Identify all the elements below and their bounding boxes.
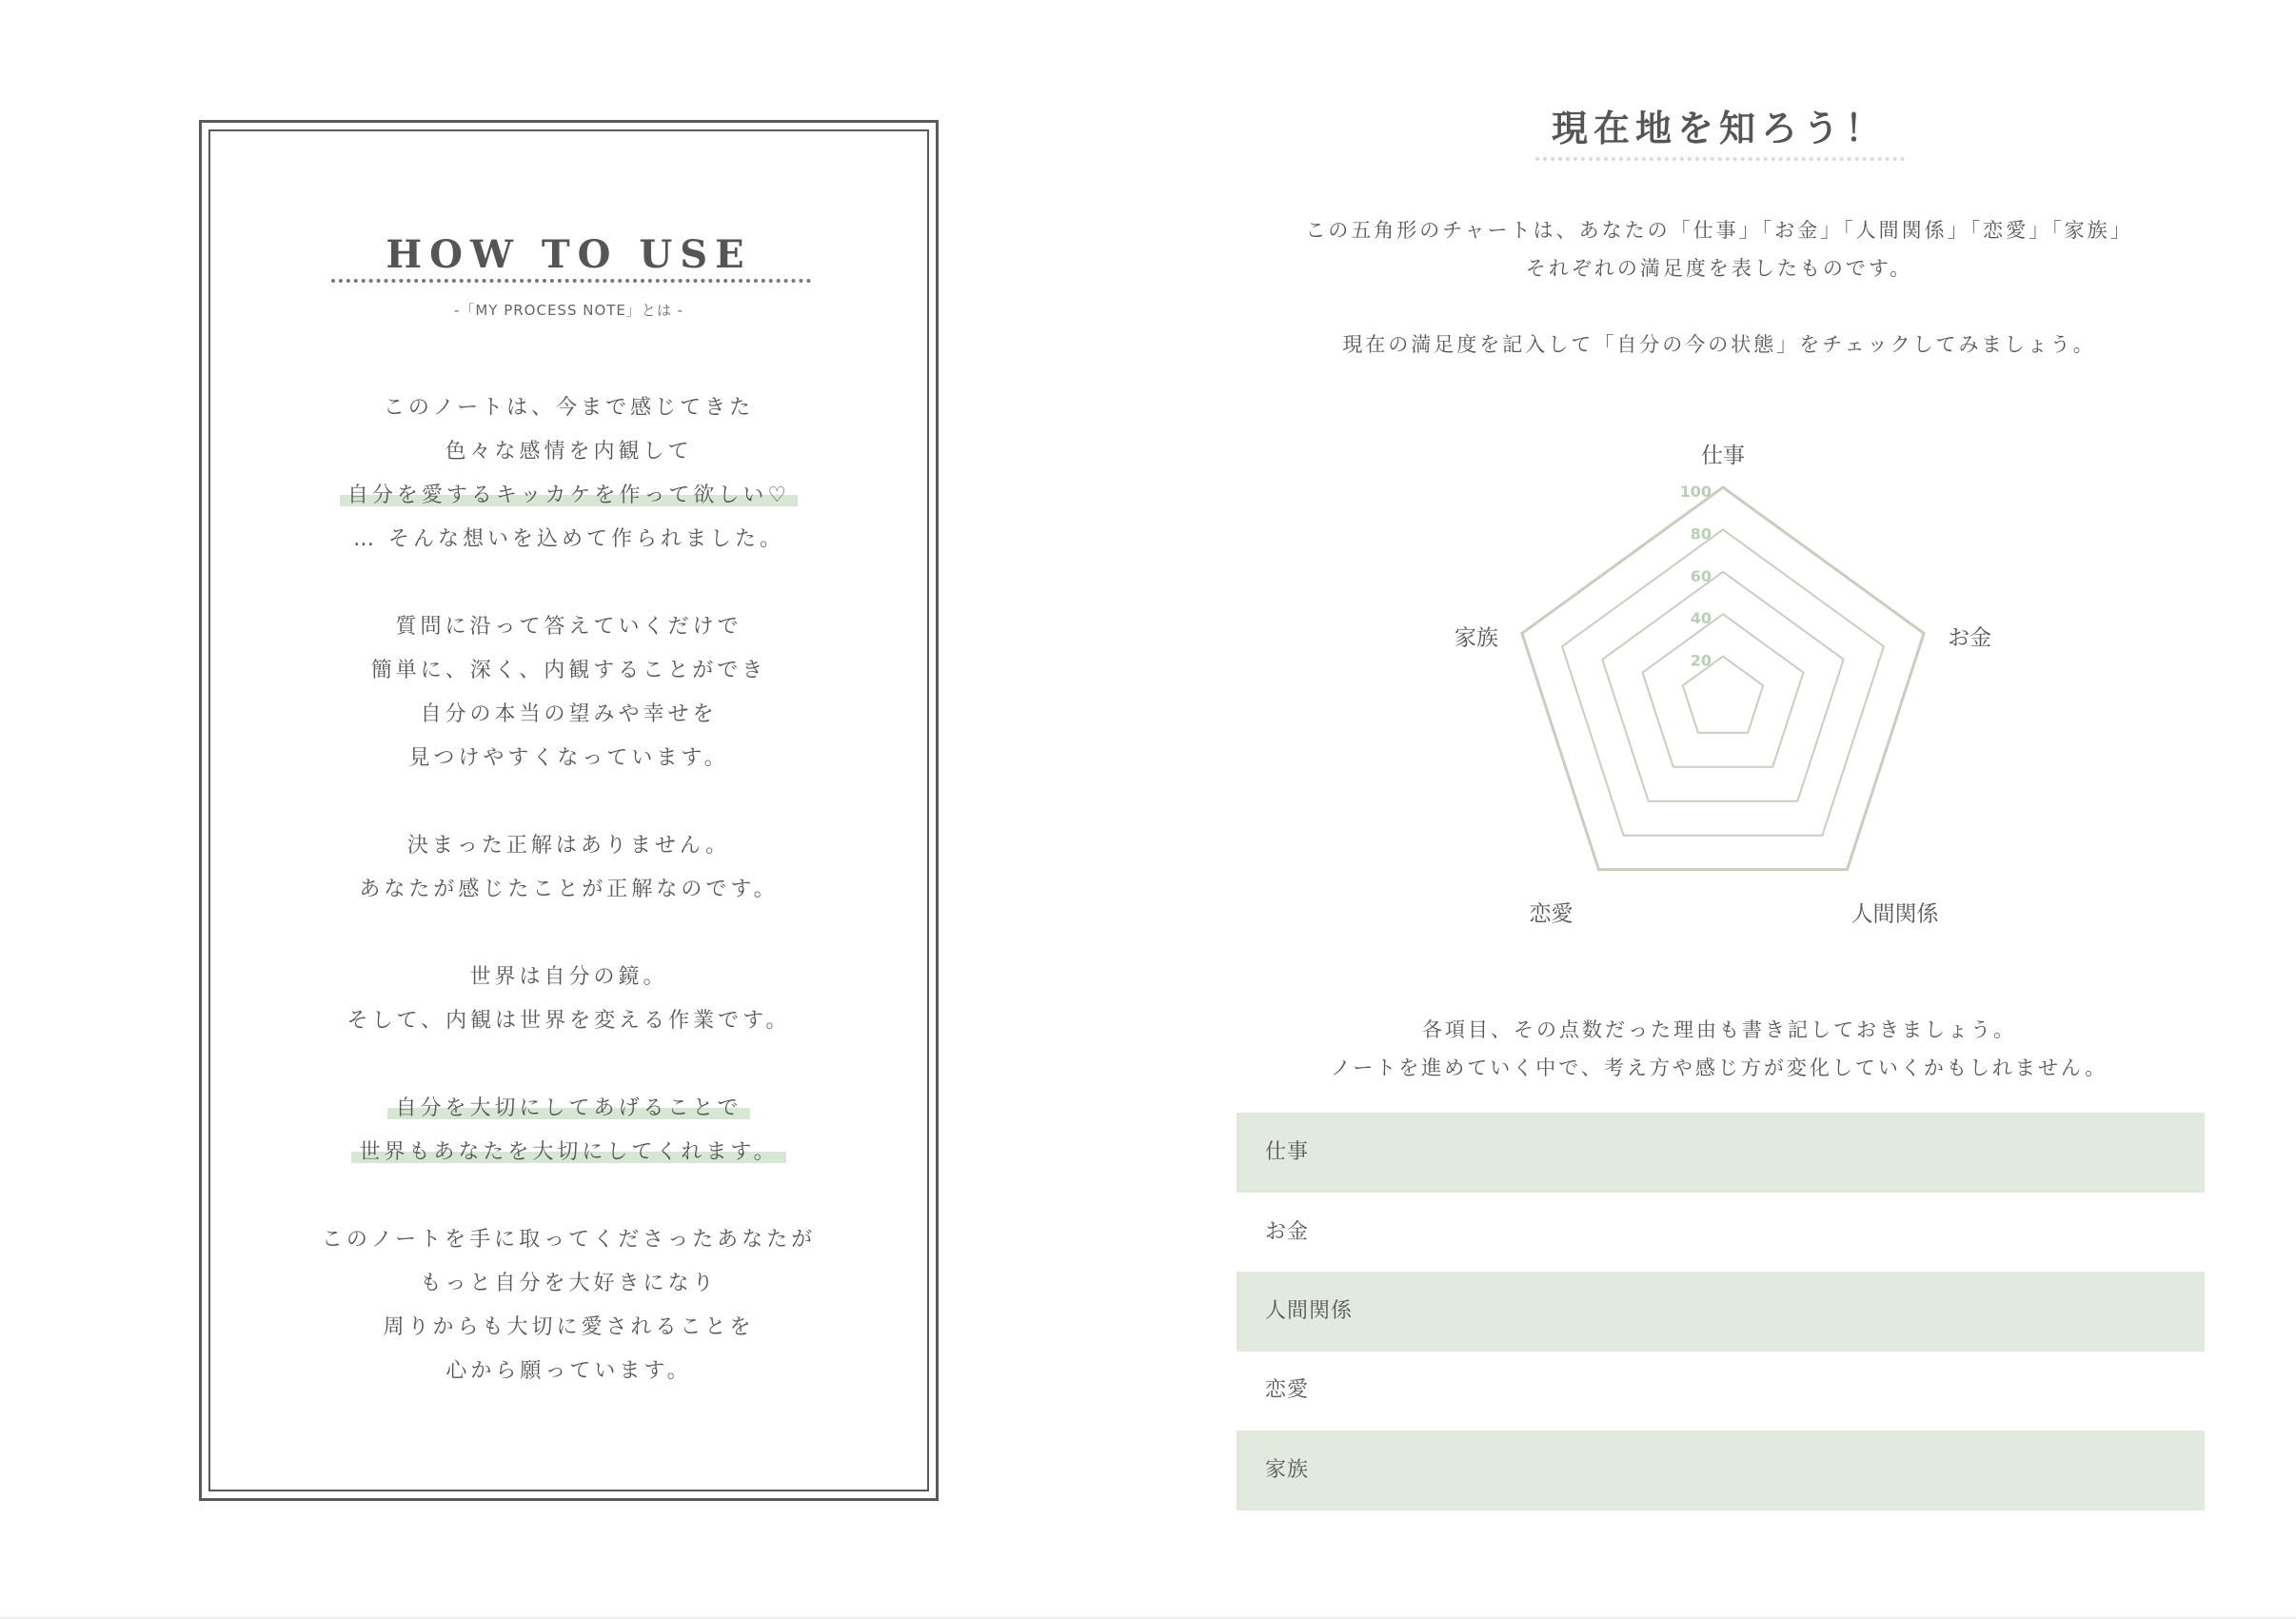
text-line: 決まった正解はありません。 [406, 834, 731, 858]
radar-axis-label: 人間関係 [1851, 901, 1939, 927]
text-line: 簡単に、深く、内観することができ [370, 659, 767, 682]
highlighted-line: 自分を大切にしてあげることで [387, 1096, 749, 1120]
paragraph-2 [199, 605, 939, 780]
radar-tick-label: 20 [1690, 651, 1712, 670]
radar-axis-label: 仕事 [1701, 444, 1745, 468]
highlighted-line: 世界もあなたを大切にしてくれます。 [351, 1140, 785, 1164]
radar-axis-label: 家族 [1454, 625, 1498, 651]
row-family[interactable]: 家族 [1237, 1431, 2205, 1510]
title-dotted-underline [1535, 157, 1905, 161]
paragraph-3 [199, 824, 939, 912]
text-line: 心から願っています。 [445, 1359, 692, 1383]
intro-line-3: 現在の満足度を記入して「自分の今の状態」をチェックしてみましょう。 [1342, 333, 2096, 356]
text-line: 色々な感情を内観して [445, 440, 693, 464]
text-line: 自分の本当の望みや幸せを [420, 702, 718, 726]
text-line: このノートは、今まで感じてきた [383, 396, 755, 420]
row-work[interactable]: 仕事 [1237, 1113, 2205, 1193]
paragraph-5 [199, 1087, 939, 1175]
text-line: 世界は自分の鏡。 [469, 965, 668, 989]
text-line: 見つけやすくなっています。 [408, 746, 729, 770]
radar-axis-label: お金 [1948, 625, 1992, 651]
note-line-2: ノートを進めていく中で、考え方や感じ方が変化していくかもしれません。 [1330, 1056, 2108, 1079]
how-to-use-subtitle: -「MY PROCESS NOTE」とは - [453, 302, 684, 319]
text-line: このノートを手に取ってくださったあなたが [321, 1228, 817, 1252]
paragraph-4 [199, 956, 939, 1043]
note-line-1: 各項目、その点数だった理由も書き記しておきましょう。 [1422, 1018, 2016, 1041]
radar-tick-label: 60 [1690, 566, 1712, 585]
radar-grid-level-100 [1522, 487, 1924, 870]
text-line: … そんな想いを込めて作られました。 [353, 527, 784, 551]
paragraph-1 [199, 386, 939, 562]
radar-axis-labels [1455, 444, 1991, 927]
radar-chart [1390, 438, 2056, 971]
text-line: 周りからも大切に愛されることを [383, 1315, 755, 1339]
text-line: あなたが感じたことが正解なのです。 [359, 878, 779, 901]
how-to-use-title: HOW TO USE [386, 232, 752, 277]
title-dotted-divider [331, 279, 811, 283]
intro-line-1: この五角形のチャートは、あなたの「仕事」「お金」「人間関係」「恋愛」「家族」 [1305, 219, 2133, 242]
text-line: もっと自分を大好きになり [420, 1272, 718, 1295]
text-line: 質問に沿って答えていくだけで [395, 615, 742, 639]
radar-grid-level-40 [1643, 614, 1804, 767]
row-money[interactable]: お金 [1265, 1220, 1310, 1244]
radar-axis-label: 恋愛 [1529, 901, 1574, 927]
intro-line-2: それぞれの満足度を表したものです。 [1525, 257, 1913, 280]
text-line: そして、内観は世界を変える作業です。 [346, 1009, 791, 1033]
radar-tick-label: 40 [1690, 609, 1712, 628]
row-love[interactable]: 恋愛 [1265, 1378, 1310, 1402]
highlighted-line: 自分を愛するキッカケを作って欲しい♡ [340, 484, 798, 507]
radar-tick-label: 100 [1679, 483, 1712, 501]
row-relationships[interactable]: 人間関係 [1237, 1272, 2205, 1352]
radar-tick-label: 80 [1690, 524, 1712, 543]
page-title: 現在地を知ろう！ [1551, 108, 1887, 149]
paragraph-6 [199, 1218, 939, 1393]
radar-grid [1522, 487, 1924, 870]
